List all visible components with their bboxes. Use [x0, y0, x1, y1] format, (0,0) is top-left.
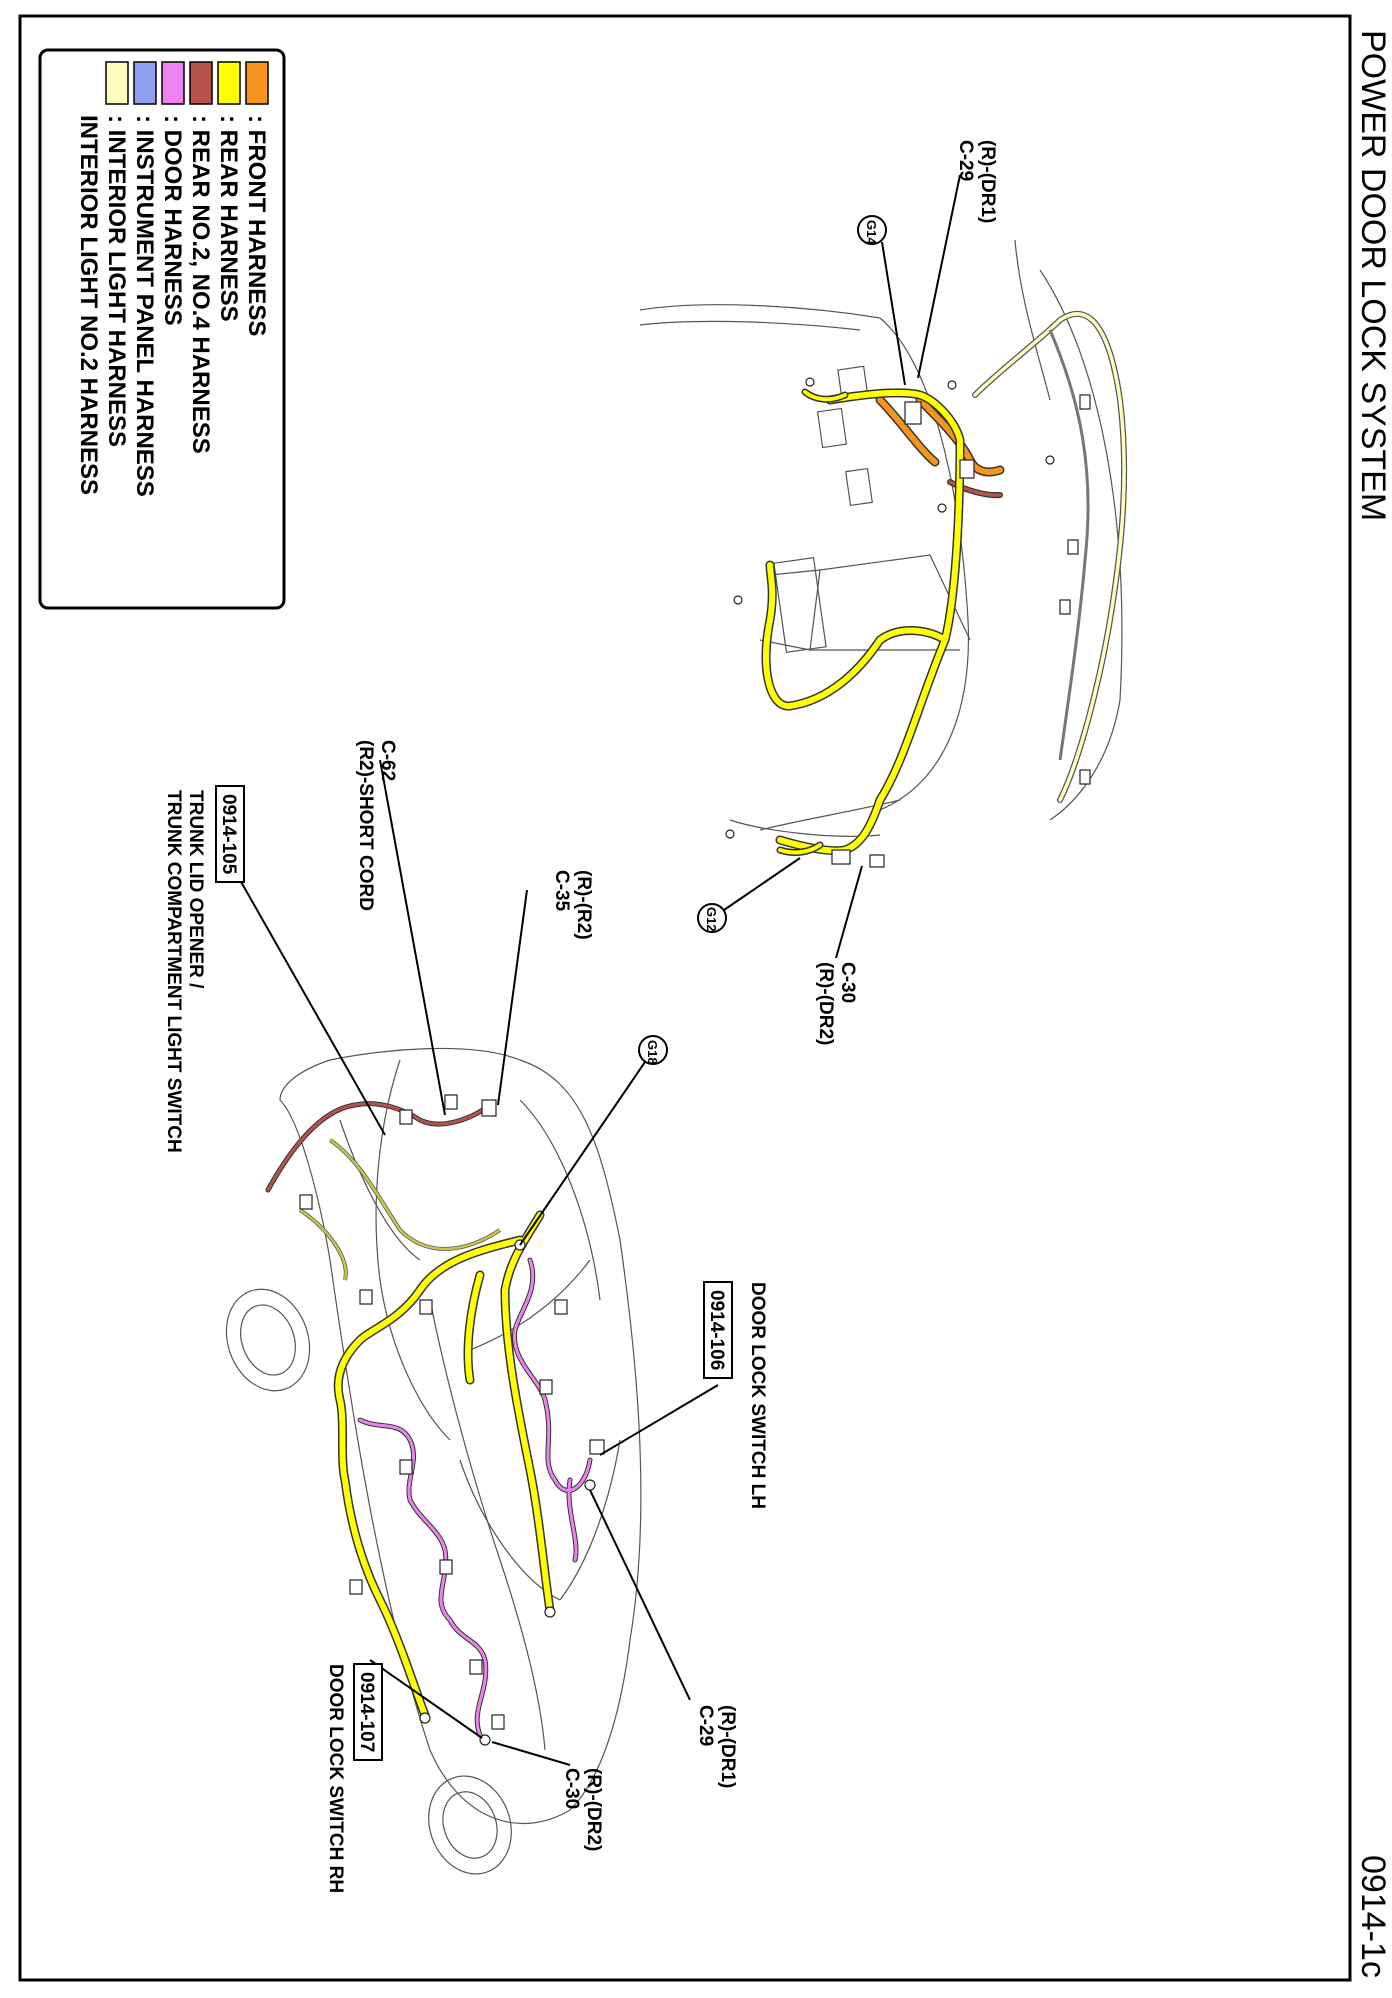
- harness-legend: [40, 50, 284, 608]
- bottom-c30-line1: (R)-(DR2): [583, 1768, 604, 1852]
- legend-label-door: : DOOR HARNESS: [159, 115, 186, 326]
- legend-swatch-instrument: [134, 62, 156, 104]
- rear-wheel-outline: [213, 1277, 324, 1402]
- legend-label-interior-no2: INTERIOR LIGHT NO.2 HARNESS: [75, 115, 102, 496]
- ref-0914-106: 0914-106: [706, 1290, 727, 1371]
- c35-line2: C-35: [551, 870, 572, 912]
- bottom-c29-line2: C-29: [695, 1705, 716, 1747]
- legend-label-instrument: : INSTRUMENT PANEL HARNESS: [131, 115, 158, 497]
- vehicle-body-view: [163, 740, 768, 1893]
- ground-g18-label: G18: [645, 1040, 660, 1065]
- legend-swatch-door: [162, 62, 184, 104]
- legend-swatch-rear: [218, 62, 240, 104]
- trunk-switch-line1: TRUNK LID OPENER /: [185, 790, 206, 989]
- top-c29-line1: (R)-(DR1): [977, 140, 998, 224]
- ref-0914-107: 0914-107: [356, 1672, 377, 1753]
- bottom-c29-line1: (R)-(DR1): [717, 1705, 738, 1789]
- c35-line1: (R)-(R2): [573, 870, 594, 940]
- legend-label-front: : FRONT HARNESS: [243, 115, 270, 337]
- door-lock-switch-lh: DOOR LOCK SWITCH LH: [747, 1282, 768, 1509]
- page-code: 0914-1c: [1354, 1855, 1392, 1978]
- legend-swatch-rear-no2: [190, 62, 212, 104]
- legend-swatch-interior: [106, 62, 128, 104]
- legend-label-rear: : REAR HARNESS: [215, 115, 242, 322]
- door-lock-switch-rh: DOOR LOCK SWITCH RH: [325, 1664, 346, 1894]
- bottom-c30-line2: C-30: [561, 1768, 582, 1810]
- trunk-switch-line2: TRUNK COMPARTMENT LIGHT SWITCH: [163, 790, 184, 1153]
- top-c30-line1: C-30: [837, 962, 858, 1004]
- legend-label-interior: : INTERIOR LIGHT HARNESS: [103, 115, 130, 448]
- legend-label-rear-no2: : REAR NO.2, NO.4 HARNESS: [187, 115, 214, 454]
- legend-swatch-front: [246, 62, 268, 104]
- c62-line2: (R2)-SHORT CORD: [355, 740, 376, 911]
- top-c29-line2: C-29: [955, 140, 976, 182]
- c62-line1: C-62: [377, 740, 398, 782]
- ground-g12-label: G12: [704, 907, 719, 932]
- front-dash-view: [640, 140, 1124, 1045]
- ground-g14-label: G14: [864, 220, 879, 245]
- top-c30-line2: (R)-(DR2): [815, 962, 836, 1046]
- page-title: POWER DOOR LOCK SYSTEM: [1354, 30, 1392, 522]
- ref-0914-105: 0914-105: [218, 794, 239, 875]
